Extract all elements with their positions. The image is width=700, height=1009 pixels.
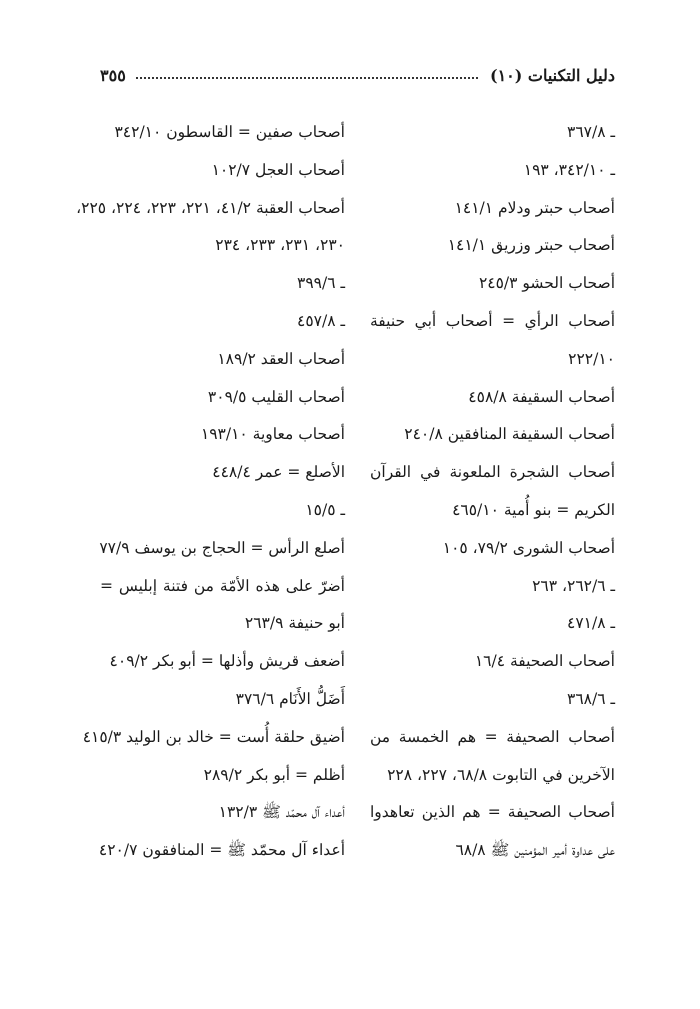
index-entry: الآخرين في التابوت ٦٨/٨، ٢٢٧، ٢٢٨ xyxy=(387,765,615,784)
index-entry: ـ ٣٩٩/٦ xyxy=(297,274,345,293)
index-entry: أصحاب الرأي = أصحاب أبي حنيفة xyxy=(370,311,615,330)
index-entry: الكريم = بنو أُمية ٤٦٥/١٠ xyxy=(452,500,615,519)
index-entry: أصحاب صفين = القاسطون ٣٤٢/١٠ xyxy=(114,123,345,141)
index-entry: أصحاب الصحيفة = هم الذين تعاهدوا xyxy=(370,803,615,822)
index-entry: أصحاب السقيفة ٤٥٨/٨ xyxy=(468,387,615,406)
index-entry: أصحاب السقيفة المنافقين ٢٤٠/٨ xyxy=(404,425,615,444)
index-entry: أظلم = أبو بكر ٢٨٩/٢ xyxy=(203,765,345,784)
index-entry: ـ ٤٥٧/٨ xyxy=(297,311,345,330)
index-entry: أصحاب العقبة ٤١/٢، ٢٢١، ٢٢٣، ٢٢٤، ٢٢٥، xyxy=(76,198,345,217)
index-entry: أضرّ على هذه الأمّة من فتنة إبليس = xyxy=(100,576,345,595)
index-entry: أصحاب حبتر وزريق ١٤١/١ xyxy=(447,236,615,255)
index-entry: أصحاب حبتر ودلام ١٤١/١ xyxy=(454,198,615,217)
index-entry: أضعف قريش وأذلها = أبو بكر ٤٠٩/٢ xyxy=(109,652,345,671)
index-entry: أصحاب العجل ١٠٢/٧ xyxy=(211,160,345,179)
index-entry: أصلع الرأس = الحجاج بن يوسف ٧٧/٩ xyxy=(99,538,345,557)
index-entry: على عداوة أمير المؤمنين ﷺ ٦٨/٨ xyxy=(455,841,615,860)
index-entry: ٢٢٢/١٠ xyxy=(568,349,615,368)
index-entry: أصحاب الحشو ٢٤٥/٣ xyxy=(478,274,615,293)
index-entry: ٢٣٠، ٢٣١، ٢٣٣، ٢٣٤ xyxy=(215,236,345,255)
index-entry: أعداء آل محمّد ﷺ = المنافقون ٤٢٠/٧ xyxy=(98,841,345,860)
page-number: ٣٥٥ xyxy=(100,65,126,85)
index-entry: ـ ١٥/٥ xyxy=(305,500,345,519)
index-entry: ـ ٣٦٧/٨ xyxy=(567,123,615,141)
index-entry: أصحاب الشجرة الملعونة في القرآن xyxy=(370,463,615,482)
index-entry: الأصلع = عمر ٤٤٨/٤ xyxy=(212,463,345,482)
running-title: دليل التكنيات (١٠) xyxy=(490,65,615,85)
index-entry: أعداء آل محمّد ﷺ ١٣٢/٣ xyxy=(218,803,345,822)
index-entry: ـ ٣٤٢/١٠، ١٩٣ xyxy=(523,160,615,179)
index-column-right xyxy=(370,114,615,870)
index-entry: ـ ٤٧١/٨ xyxy=(567,614,615,633)
index-column-left xyxy=(76,114,345,870)
index-entry: أضيق حلقة أُست = خالد بن الوليد ٤١٥/٣ xyxy=(82,727,345,746)
index-entry: أصحاب الشورى ٧٩/٢، ١٠٥ xyxy=(442,538,615,557)
index-entry: أَضَلُّ الأَنَام ٣٧٦/٦ xyxy=(235,689,345,708)
index-entry: ـ ٢٦٢/٦، ٢٦٣ xyxy=(532,576,615,595)
index-entry: أصحاب معاوية ١٩٣/١٠ xyxy=(200,425,345,444)
index-entry: أصحاب العقد ١٨٩/٢ xyxy=(217,349,345,368)
index-entry: أصحاب الصحيفة ١٦/٤ xyxy=(474,652,615,671)
index-entry: أصحاب القليب ٣٠٩/٥ xyxy=(207,387,345,406)
page-header xyxy=(100,60,615,90)
leader-dots xyxy=(136,77,478,79)
index-entry: أصحاب الصحيفة = هم الخمسة من xyxy=(370,727,615,746)
index-entry: ـ ٣٦٨/٦ xyxy=(567,689,615,708)
index-entry: أبو حنيفة ٢٦٣/٩ xyxy=(244,614,345,633)
